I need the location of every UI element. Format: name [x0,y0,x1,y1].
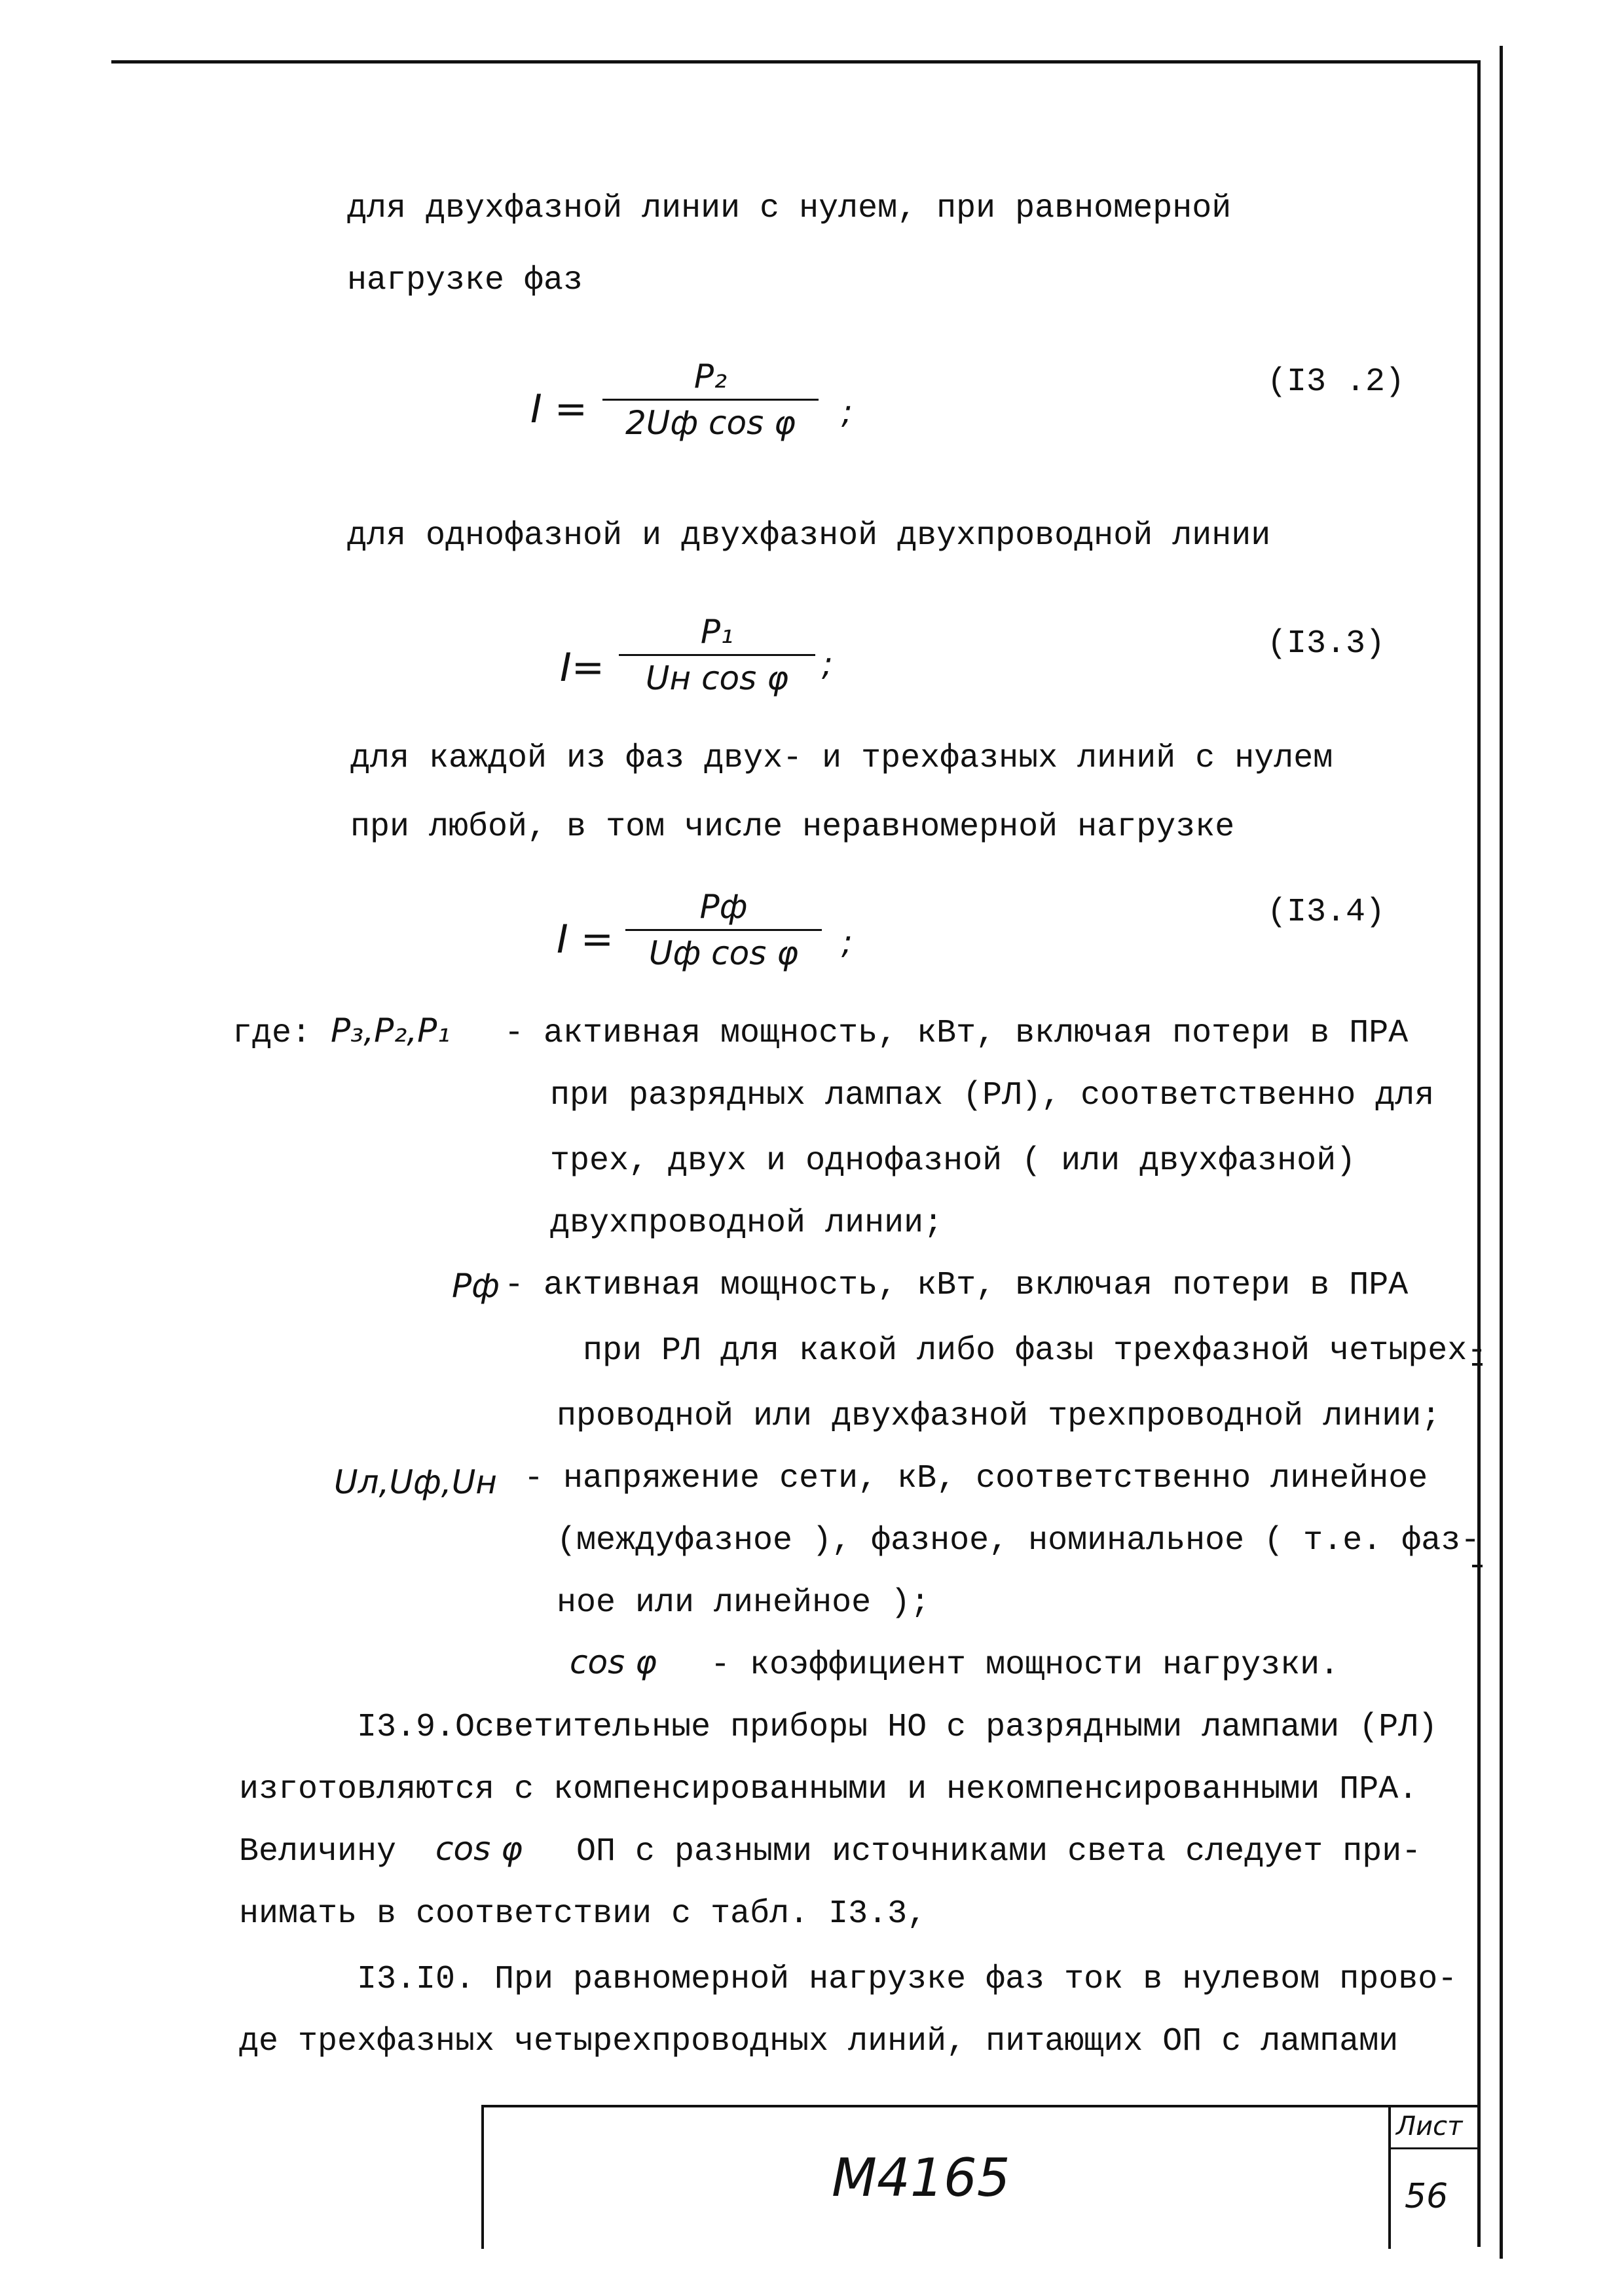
stamp-divider-line [1388,2105,1391,2249]
where-def-2-line-2: при РЛ для какой либо фазы трехфазной четырех- [583,1332,1487,1370]
formula-13-3-end: ; [822,645,833,683]
where-def-3-line-3: ное или линейное ); [557,1584,931,1622]
stamp-code: М4165 [832,2147,1010,2208]
formula-13-3-label: (I3.3) [1267,625,1386,663]
stamp-sheet-number: 56 [1405,2177,1449,2216]
frame-top-line [111,60,1480,64]
formula-13-4-denominator: Uф cos φ [648,934,799,972]
intro-line-1: для двухфазной линии с нулем, при равномерной [347,190,1232,227]
frame-right-line [1477,60,1481,2247]
para-13-10-line-2: де трехфазных четырехпроводных линий, питающих ОП с лампами [239,2023,1399,2060]
stamp-sheet-label: Лист [1396,2111,1463,2141]
formula-13-4-lhs: I = [557,917,614,962]
formula-13-2-end: ; [841,393,853,431]
para-13-9-line-3: ОП с разными источниками света следует при- [576,1833,1422,1870]
formula-13-3-denominator: Uн cos φ [645,659,789,697]
intro-line-2: нагрузке фаз [347,262,583,299]
where-def-3-line-1: - напряжение сети, кВ, соответственно линейное [524,1460,1428,1497]
formula-13-2-label: (I3 .2) [1267,363,1405,401]
where-def-2-line-1: - активная мощность, кВт, включая потери в ПРА [504,1267,1409,1304]
where-def-2-line-3: проводной или двухфазной трехпроводной линии; [557,1398,1441,1435]
para-13-9-line-4: нимать в соответствии с табл. I3.3, [239,1895,927,1933]
where-symbol-3: Uл,Uф,Uн [334,1463,497,1501]
formula-13-3-numerator: P₁ [700,613,734,651]
para-13-9-line-3-symbol: cos φ [435,1830,523,1868]
where-def-1-line-4: двухпроводной линии; [550,1205,944,1242]
formula-13-4-numerator: Pф [699,888,748,926]
stamp-sheet-line [1388,2147,1480,2149]
para-13-10-line-1: I3.I0. При равномерной нагрузке фаз ток в нулевом прово- [357,1961,1458,1998]
text-13-4-line-2: при любой, в том числе неравномерной нагрузке [350,809,1235,846]
formula-13-3-lhs: I= [560,645,604,691]
formula-13-4-fraction [625,887,822,973]
where-symbol-4: cos φ [570,1643,657,1681]
where-def-1-line-1: - активная мощность, кВт, включая потери в ПРА [504,1015,1409,1052]
text-13-4-line-1: для каждой из фаз двух- и трехфазных линий с нулем [350,740,1333,777]
where-def-3-line-2: (междуфазное ), фазное, номинальное ( т.е. фаз- [557,1522,1481,1559]
formula-13-2-fraction [602,357,819,443]
text-13-3: для однофазной и двухфазной двухпроводной линии [347,517,1271,555]
where-def-4: - коэффициент мощности нагрузки. [710,1647,1340,1684]
formula-13-4-end: ; [841,923,853,961]
where-symbol-1: P₃,P₂,P₁ [331,1011,451,1049]
para-13-9-line-3-word: Величину [239,1833,397,1870]
formula-13-3-fraction [619,612,815,698]
where-def-1-line-2: при разрядных лампах (РЛ), соответственно для [550,1077,1435,1114]
stamp-left-line [481,2105,484,2249]
where-def-1-line-3: трех, двух и однофазной ( или двухфазной) [550,1142,1356,1180]
formula-13-2-numerator: P₂ [693,357,728,395]
formula-13-2-denominator: 2Uф cos φ [625,404,796,442]
formula-13-4-bar [625,929,822,931]
formula-13-4-label: (I3.4) [1267,894,1386,931]
margin-tick-2 [1472,1565,1483,1567]
para-13-9-line-1: I3.9.Осветительные приборы НО с разрядными лампами (РЛ) [357,1709,1438,1746]
formula-13-2-lhs: I = [530,386,588,432]
frame-right-outer-line [1500,46,1503,2259]
where-prefix: где: [232,1015,312,1052]
formula-13-2-bar [602,399,819,401]
stamp-top-line [481,2105,1480,2107]
where-symbol-2: Pф [452,1267,500,1305]
formula-13-3-bar [619,654,815,656]
para-13-9-line-2: изготовляются с компенсированными и некомпенсированными ПРА. [239,1771,1418,1808]
